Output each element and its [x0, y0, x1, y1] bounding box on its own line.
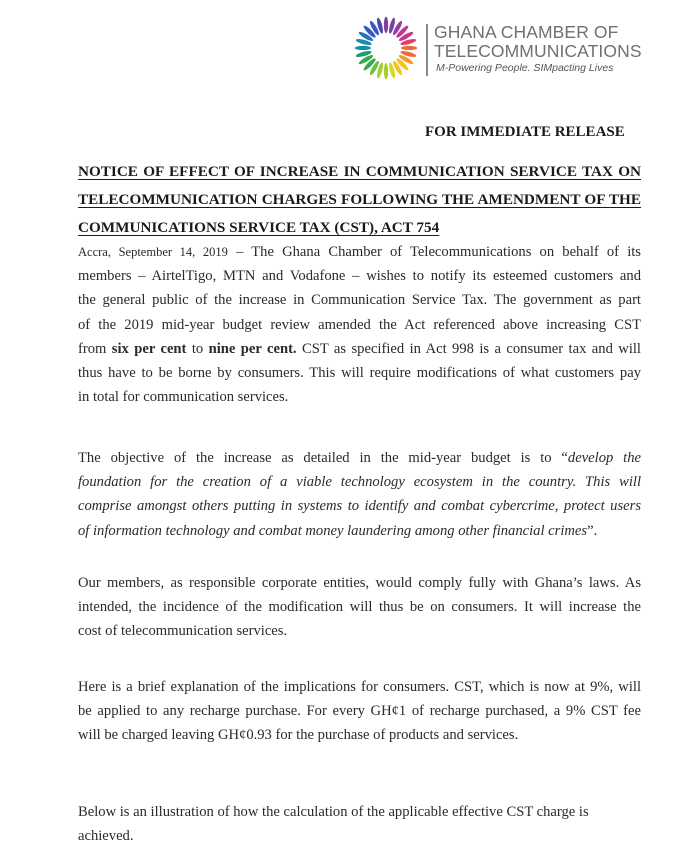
org-name-line2: TELECOMMUNICATIONS: [434, 41, 642, 61]
old-rate: six per cent: [111, 340, 187, 357]
paragraph-compliance: Our members, as responsible corporate entities, would comply fully with Ghana’s laws. As intended, the incidence of the modification will thus be on consumers. It will increase the cost of telecommunication services.: [78, 575, 641, 640]
new-rate: nine per cent.: [208, 340, 297, 357]
sunburst-logo-icon: [352, 14, 420, 82]
paragraph-objective: The objective of the increase as detailed in the mid-year budget is to “develop the foundation for the creation of a viable technology ecosystem in the country. This will comprise amongst others putting in systems to identify and combat cybercrime, protect users of information technology and combat money laundering among other financial crimes”.: [78, 450, 642, 539]
org-logo: [350, 12, 650, 82]
paragraph-illustration-intro: Below is an illustration of how the calculation of the applicable effective CST charge is achieved.: [78, 804, 589, 845]
document-title: [78, 158, 641, 242]
title-line: TELECOMMUNICATION CHARGES FOLLOWING THE AMENDMENT OF THE: [78, 191, 641, 208]
release-label: FOR IMMEDIATE RELEASE: [425, 124, 625, 140]
logo-petal: [355, 46, 371, 50]
logo-petal: [384, 17, 388, 33]
logo-petal: [384, 63, 388, 79]
paragraph-announcement: Accra, September 14, 2019 – The Ghana Chamber of Telecommunications on behalf of its members – AirtelTigo, MTN and Vodafone – wishes to notify its esteemed customers and the general public of the increase in Communication Service Tax. The government as part of the 2019 mid-year budget review amended the Act referenced above increasing CST from six per cent to nine per cent. CST as specified in Act 998 is a consumer tax and will thus have to be borne by consumers. This will require modifications of what customers pay in total for communication services.: [78, 244, 641, 406]
org-name-line1: GHANA CHAMBER OF: [434, 22, 619, 42]
title-line: NOTICE OF EFFECT OF INCREASE IN COMMUNICATION SERVICE TAX ON: [78, 163, 641, 180]
title-line: COMMUNICATIONS SERVICE TAX (CST), ACT 754: [78, 219, 440, 236]
paragraph-implications: Here is a brief explanation of the implications for consumers. CST, which is now at 9%, will be applied to any recharge purchase. For every GH¢1 of recharge purchased, a 9% CST fee will be charged leaving GH¢0.93 for the purchase of products and services.: [78, 679, 641, 744]
dateline: Accra, September 14, 2019: [78, 245, 228, 259]
org-tagline: M-Powering People. SIMpacting Lives: [436, 62, 614, 74]
logo-divider: [426, 24, 428, 76]
logo-petal: [401, 46, 417, 50]
